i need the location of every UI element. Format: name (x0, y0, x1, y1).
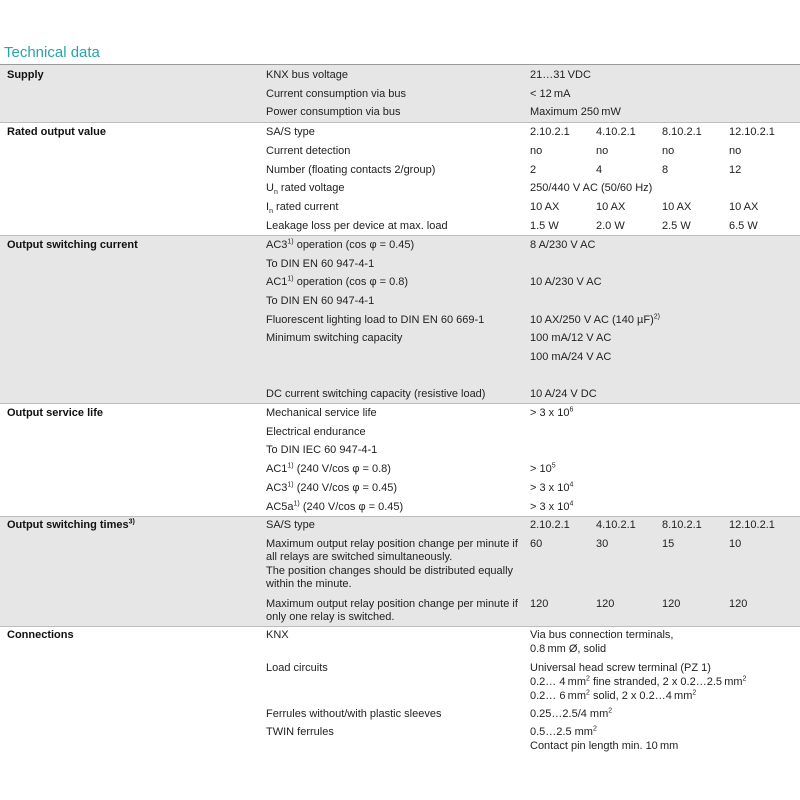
value-twin-2: Contact pin length min. 10 mm (530, 740, 679, 752)
label-times-sas-type: SA/S type (266, 519, 315, 531)
value-fluorescent: 10 AX/250 V AC (140 µF)$^{2)}$ (530, 313, 660, 326)
value-ac1-operation: 10 A/230 V AC (530, 276, 602, 288)
leakage-1: 1.5 W (530, 220, 559, 232)
section-title-switching-times: Output switching times$^{3)}$ (7, 518, 135, 531)
value-life-ac1: > $10^5$ (530, 462, 556, 475)
leakage-2: 2.0 W (596, 220, 625, 232)
label-mechanical-life: Mechanical service life (266, 407, 377, 419)
rated-current-2: 10 AX (596, 201, 626, 213)
number-3: 8 (662, 164, 669, 176)
value-knx-bus-voltage: 21…31 VDC (530, 69, 591, 81)
type-col-3: 8.10.2.1 (662, 126, 702, 138)
value-knx-1: Via bus connection terminals, (530, 629, 674, 641)
all-relays-4: 10 (729, 538, 742, 550)
label-min-switching: Minimum switching capacity (266, 332, 403, 344)
value-power-consumption: Maximum 250 mW (530, 106, 621, 118)
rated-current-3: 10 AX (662, 201, 692, 213)
number-2: 4 (596, 164, 603, 176)
section-title-rated: Rated output value (7, 126, 107, 138)
times-type-1: 2.10.2.1 (530, 519, 570, 531)
value-life-ac5a: > 3 x $10^4$ (530, 500, 574, 513)
label-life-ac3: AC3$^{1)}$ (240 V/cos φ = 0.45) (266, 481, 398, 494)
label-ferrules: Ferrules without/with plastic sleeves (266, 708, 442, 720)
label-twin-ferrules: TWIN ferrules (266, 726, 334, 738)
label-fluorescent: Fluorescent lighting load to DIN EN 60 669-1 (266, 314, 485, 326)
rated-current-4: 10 AX (729, 201, 759, 213)
current-detection-4: no (729, 145, 742, 157)
value-ferrules: 0.25…2.5/4 $mm^2$ (530, 707, 613, 720)
label-one-relay: Maximum output relay position change per minute if only one relay is switched. (266, 598, 518, 623)
leakage-4: 6.5 W (729, 220, 758, 232)
page-title: Technical data (4, 44, 100, 61)
value-dc-switching: 10 A/24 V DC (530, 388, 597, 400)
value-knx-2: 0.8 mm Ø, solid (530, 643, 607, 655)
label-life-ac1: AC1$^{1)}$ (240 V/cos φ = 0.8) (266, 462, 391, 475)
label-current-detection: Current detection (266, 145, 351, 157)
value-load-3: 0.2… 6 $mm^2$ solid, 2 x 0.2…4 $mm^2$ (530, 689, 697, 702)
value-min-switching-2: 100 mA/24 V AC (530, 351, 612, 363)
one-relay-3: 120 (662, 598, 681, 610)
label-leakage-loss: Leakage loss per device at max. load (266, 220, 448, 232)
value-rated-voltage: 250/440 V AC (50/60 Hz) (530, 182, 653, 194)
rated-current-1: 10 AX (530, 201, 560, 213)
value-life-ac3: > 3 x $10^4$ (530, 481, 574, 494)
value-min-switching-1: 100 mA/12 V AC (530, 332, 612, 344)
label-din-1: To DIN EN 60 947-4-1 (266, 258, 375, 270)
label-power-consumption: Power consumption via bus (266, 106, 401, 118)
label-number-contacts: Number (floating contacts 2/group) (266, 164, 436, 176)
one-relay-2: 120 (596, 598, 615, 610)
value-twin-1: 0.5…2.5 $mm^2$ (530, 725, 597, 738)
number-4: 12 (729, 164, 742, 176)
times-type-3: 8.10.2.1 (662, 519, 702, 531)
current-detection-3: no (662, 145, 675, 157)
all-relays-1: 60 (530, 538, 543, 550)
section-title-connections: Connections (7, 629, 74, 641)
one-relay-4: 120 (729, 598, 748, 610)
label-life-ac5a: $AC5a^{1)}$ (240 V/cos φ = 0.45) (266, 500, 404, 513)
times-type-4: 12.10.2.1 (729, 519, 775, 531)
section-title-service-life: Output service life (7, 407, 103, 419)
label-rated-current: $I_n$ rated current (266, 201, 339, 216)
all-relays-2: 30 (596, 538, 609, 550)
label-load-circuits: Load circuits (266, 662, 328, 674)
label-current-consumption: Current consumption via bus (266, 88, 407, 100)
label-knx: KNX (266, 629, 289, 641)
label-rated-voltage: $U_n$ rated voltage (266, 182, 345, 197)
leakage-3: 2.5 W (662, 220, 691, 232)
all-relays-3: 15 (662, 538, 675, 550)
label-ac3-operation: AC3$^{1)}$ operation (cos φ = 0.45) (266, 238, 415, 251)
note-distribution: The position changes should be distributed equally within the minute. (266, 565, 514, 590)
value-load-1: Universal head screw terminal (PZ 1) (530, 662, 711, 674)
one-relay-1: 120 (530, 598, 549, 610)
section-title-supply: Supply (7, 69, 44, 81)
label-ac1-operation: AC1$^{1)}$ operation (cos φ = 0.8) (266, 275, 409, 288)
value-ac3-operation: 8 A/230 V AC (530, 239, 596, 251)
current-detection-2: no (596, 145, 609, 157)
number-1: 2 (530, 164, 537, 176)
type-col-4: 12.10.2.1 (729, 126, 775, 138)
label-knx-bus-voltage: KNX bus voltage (266, 69, 348, 81)
times-type-2: 4.10.2.1 (596, 519, 636, 531)
label-electrical-endurance: Electrical endurance (266, 426, 366, 438)
value-current-consumption: < 12 mA (530, 88, 571, 100)
label-sas-type: SA/S type (266, 126, 315, 138)
label-dc-switching: DC current switching capacity (resistive load) (266, 388, 486, 400)
label-din-2: To DIN EN 60 947-4-1 (266, 295, 375, 307)
type-col-1: 2.10.2.1 (530, 126, 570, 138)
value-mechanical-life: > 3 x $10^6$ (530, 406, 574, 419)
label-din-iec: To DIN IEC 60 947-4-1 (266, 444, 378, 456)
type-col-2: 4.10.2.1 (596, 126, 636, 138)
current-detection-1: no (530, 145, 543, 157)
section-title-switching-current: Output switching current (7, 239, 138, 251)
value-load-2: 0.2… 4 $mm^2$ fine stranded, 2 x 0.2…2.5 $mm^2$ (530, 675, 747, 688)
label-all-relays: Maximum output relay position change per minute if all relays are switched simultaneously. (266, 538, 518, 563)
